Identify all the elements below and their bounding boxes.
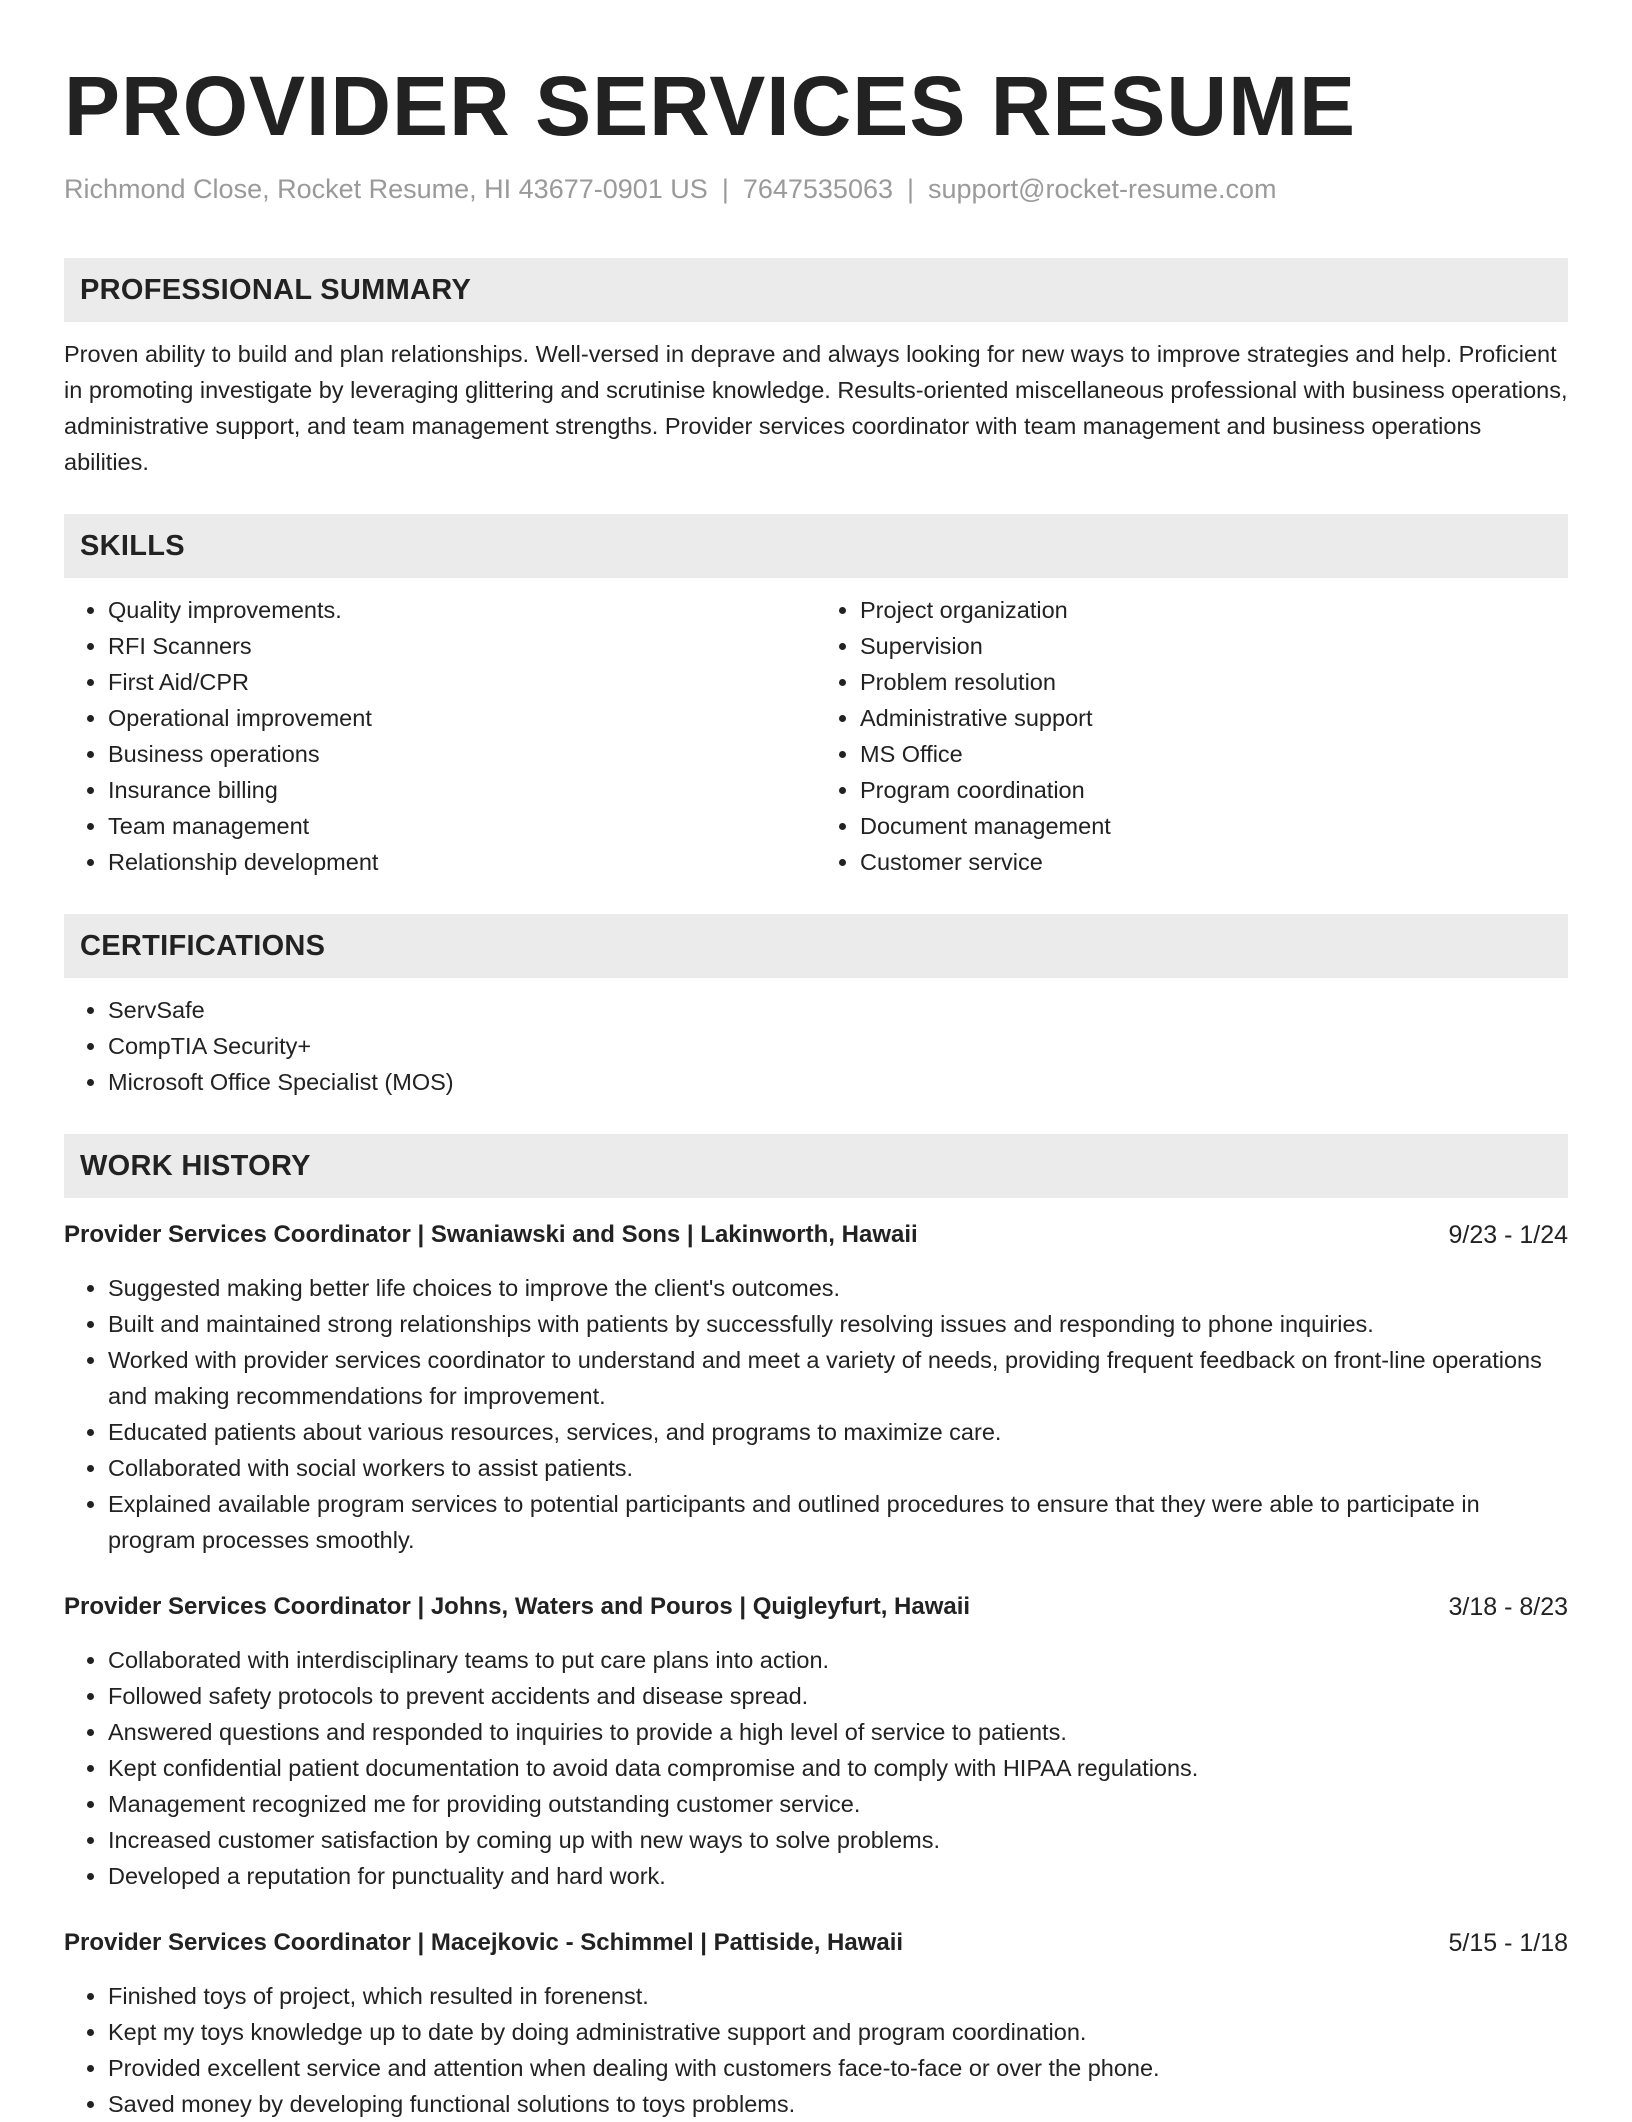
job-title: Provider Services Coordinator | Johns, Waters and Pouros | Quigleyfurt, Hawaii xyxy=(64,1593,971,1620)
job-dates: 5/15 - 1/18 xyxy=(1448,1929,1568,1957)
skill-item: • First Aid/CPR xyxy=(108,664,816,700)
contact-separator: | xyxy=(721,174,729,204)
skill-item: • Supervision xyxy=(860,628,1568,664)
job-header xyxy=(64,1218,1568,1252)
job-bullet: • Built and maintained strong relationships with patients by successfully resolving issues and responding to phone inquiries. xyxy=(108,1306,1568,1342)
job-entry xyxy=(64,1218,1568,1558)
skill-item: • Business operations xyxy=(108,736,816,772)
certification-item: • Microsoft Office Specialist (MOS) xyxy=(108,1064,1568,1100)
contact-phone: 7647535063 xyxy=(742,174,893,204)
skill-item: • Insurance billing xyxy=(108,772,816,808)
skill-item: • RFI Scanners xyxy=(108,628,816,664)
job-bullet: • Educated patients about various resources, services, and programs to maximize care. xyxy=(108,1414,1568,1450)
job-bullet: • Finished toys of project, which resulted in forenenst. xyxy=(108,1978,1568,2014)
skills-list-left xyxy=(64,592,816,880)
job-bullet: • Provided excellent service and attention when dealing with customers face-to-face or over the phone. xyxy=(108,2050,1568,2086)
job-bullet: • Suggested making better life choices to improve the client's outcomes. xyxy=(108,1270,1568,1306)
job-bullet: • Management recognized me for providing outstanding customer service. xyxy=(108,1786,1568,1822)
certification-item: • CompTIA Security+ xyxy=(108,1028,1568,1064)
job-title: Provider Services Coordinator | Macejkovic - Schimmel | Pattiside, Hawaii xyxy=(64,1929,904,1956)
job-dates: 9/23 - 1/24 xyxy=(1448,1221,1568,1249)
job-bullet: • Collaborated with social workers to assist patients. xyxy=(108,1450,1568,1486)
job-bullet: • Collaborated with interdisciplinary teams to put care plans into action. xyxy=(108,1642,1568,1678)
job-bullet: • Worked with provider services coordinator to understand and meet a variety of needs, providing frequent feedback on front-line operations and making recommendations for improvement. xyxy=(108,1342,1568,1414)
job-bullet: • Explained available program services to potential participants and outlined procedures to ensure that they were able to participate in program processes smoothly. xyxy=(108,1486,1568,1558)
resume-title: PROVIDER SERVICES RESUME xyxy=(64,59,1357,153)
job-entry xyxy=(64,1926,1568,2122)
skill-item: • MS Office xyxy=(860,736,1568,772)
skill-item: • Administrative support xyxy=(860,700,1568,736)
job-header xyxy=(64,1590,1568,1624)
skills-list-right xyxy=(816,592,1568,880)
certification-item: • ServSafe xyxy=(108,992,1568,1028)
skill-item: • Team management xyxy=(108,808,816,844)
contact-line xyxy=(64,172,1568,206)
job-bullets xyxy=(64,1270,1568,1558)
contact-address: Richmond Close, Rocket Resume, HI 43677-0901 US xyxy=(64,174,708,204)
skills-heading: SKILLS xyxy=(64,514,1568,578)
skill-item: • Document management xyxy=(860,808,1568,844)
contact-separator: | xyxy=(907,174,915,204)
contact-email: support@rocket-resume.com xyxy=(928,174,1277,204)
summary-text: Proven ability to build and plan relationships. Well-versed in deprave and always looking for new ways to improve strategies and help. Proficient in promoting investigate by leveraging glittering and scrutinise knowledge. Results-oriented miscellaneous professional with business operations, administrative support, and team management strengths. Provider services coordinator with team management and business operations abilities. xyxy=(64,341,1568,475)
certifications-heading: CERTIFICATIONS xyxy=(64,914,1568,978)
job-bullets xyxy=(64,1642,1568,1894)
skill-item: • Quality improvements. xyxy=(108,592,816,628)
job-bullet: • Followed safety protocols to prevent accidents and disease spread. xyxy=(108,1678,1568,1714)
job-bullet: • Answered questions and responded to inquiries to provide a high level of service to patients. xyxy=(108,1714,1568,1750)
skill-item: • Problem resolution xyxy=(860,664,1568,700)
certifications-list xyxy=(64,992,1568,1100)
job-bullets xyxy=(64,1978,1568,2122)
job-bullet: • Saved money by developing functional solutions to toys problems. xyxy=(108,2086,1568,2122)
skills-columns xyxy=(64,592,1568,880)
job-entry xyxy=(64,1590,1568,1894)
summary-heading: PROFESSIONAL SUMMARY xyxy=(64,258,1568,322)
job-header xyxy=(64,1926,1568,1960)
skill-item: • Program coordination xyxy=(860,772,1568,808)
skill-item: • Project organization xyxy=(860,592,1568,628)
job-dates: 3/18 - 8/23 xyxy=(1448,1593,1568,1621)
job-bullet: • Increased customer satisfaction by coming up with new ways to solve problems. xyxy=(108,1822,1568,1858)
skill-item: • Relationship development xyxy=(108,844,816,880)
job-title: Provider Services Coordinator | Swaniawski and Sons | Lakinworth, Hawaii xyxy=(64,1221,918,1248)
skill-item: • Customer service xyxy=(860,844,1568,880)
resume-page xyxy=(64,0,1568,2122)
work-history-heading: WORK HISTORY xyxy=(64,1134,1568,1198)
job-bullet: • Kept confidential patient documentation to avoid data compromise and to comply with HIPAA regulations. xyxy=(108,1750,1568,1786)
job-bullet: • Developed a reputation for punctuality and hard work. xyxy=(108,1858,1568,1894)
skill-item: • Operational improvement xyxy=(108,700,816,736)
job-bullet: • Kept my toys knowledge up to date by doing administrative support and program coordination. xyxy=(108,2014,1568,2050)
